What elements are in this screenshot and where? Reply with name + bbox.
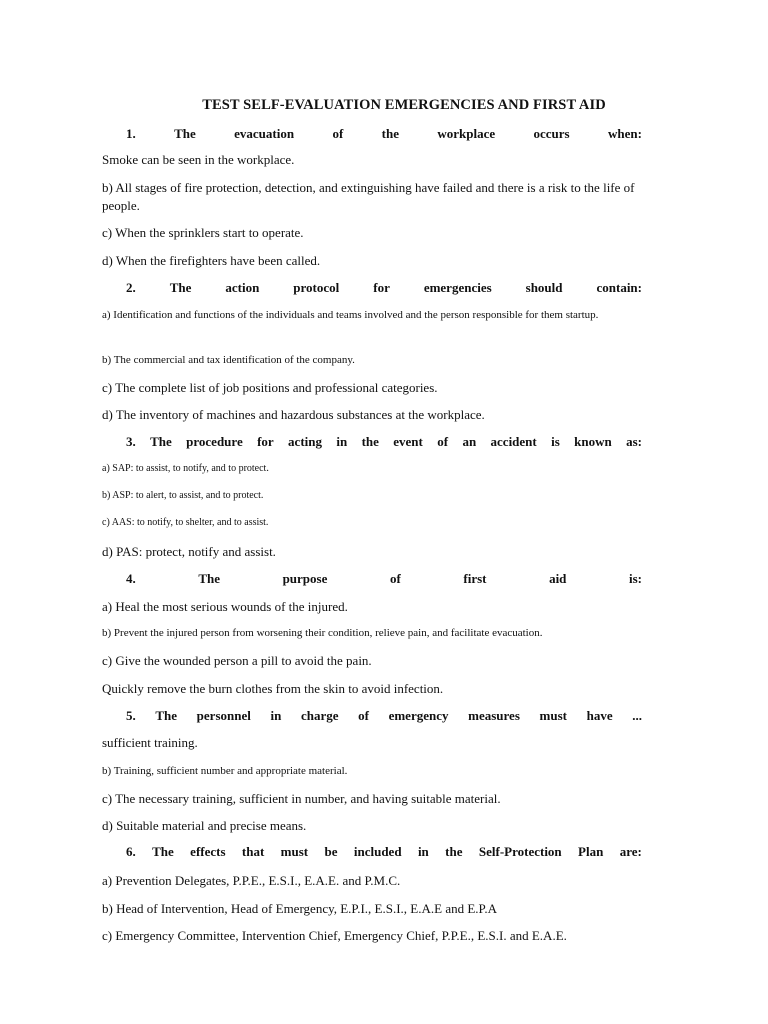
question-word: accident xyxy=(490,434,537,449)
question-6-option-2: b) Head of Intervention, Head of Emergency, E.P.I., E.S.I., E.A.E and E.P.A xyxy=(102,901,497,916)
question-word: workplace xyxy=(437,126,496,141)
question-3-option-3: c) AAS: to notify, to shelter, and to assist. xyxy=(102,517,269,528)
question-word: purpose xyxy=(282,571,328,586)
question-3-option-4: d) PAS: protect, notify and assist. xyxy=(102,544,276,559)
question-word: Plan xyxy=(578,844,604,859)
question-word: Self-Protection xyxy=(478,844,562,859)
question-word: of xyxy=(332,126,344,141)
question-word: contain: xyxy=(596,280,642,295)
question-word: ... xyxy=(632,708,642,723)
question-word: procedure xyxy=(186,434,243,449)
question-word: of xyxy=(437,434,449,449)
question-word: for xyxy=(257,434,274,449)
question-2-option-3: c) The complete list of job positions and professional categories. xyxy=(102,380,438,395)
question-number: 2. xyxy=(126,280,136,295)
question-2-option-1: a) Identification and functions of the individuals and teams involved and the person responsible for them startup. xyxy=(102,309,599,321)
question-word: The xyxy=(150,434,172,449)
question-word: action xyxy=(225,280,260,295)
question-word: protocol xyxy=(293,280,340,295)
question-word: in xyxy=(270,708,282,723)
question-word: occurs xyxy=(533,126,570,141)
question-4-option-3: c) Give the wounded person a pill to avoid the pain. xyxy=(102,653,372,668)
question-5-option-2: b) Training, sufficient number and appropriate material. xyxy=(102,765,348,777)
question-word: aid xyxy=(549,571,567,586)
question-5-option-3: c) The necessary training, sufficient in number, and having suitable material. xyxy=(102,791,501,806)
question-word: the xyxy=(445,844,463,859)
question-word: are: xyxy=(619,844,642,859)
question-number: 5. xyxy=(126,708,136,723)
question-word: the xyxy=(361,434,379,449)
question-2-option-4: d) The inventory of machines and hazardous substances at the workplace. xyxy=(102,407,485,422)
question-number: 3. xyxy=(126,434,136,449)
question-word: in xyxy=(417,844,429,859)
question-number: 6. xyxy=(126,844,136,859)
question-3-option-1: a) SAP: to assist, to notify, and to protect. xyxy=(102,463,269,474)
question-1-option-3: c) When the sprinklers start to operate. xyxy=(102,225,304,240)
question-word: is xyxy=(551,434,560,449)
question-4-option-1: a) Heal the most serious wounds of the injured. xyxy=(102,599,348,614)
question-5-option-4: d) Suitable material and precise means. xyxy=(102,818,307,833)
question-word: for xyxy=(373,280,390,295)
question-word: as: xyxy=(626,434,642,449)
question-word: be xyxy=(324,844,338,859)
question-6-option-1: a) Prevention Delegates, P.P.E., E.S.I., E.A.E. and P.M.C. xyxy=(102,873,401,888)
question-word: known xyxy=(574,434,612,449)
question-4-option-4: Quickly remove the burn clothes from the skin to avoid infection. xyxy=(102,681,444,696)
question-word: emergency xyxy=(388,708,449,723)
question-word: emergencies xyxy=(423,280,492,295)
question-4 xyxy=(126,571,642,587)
question-word: of xyxy=(358,708,369,723)
question-number: 4. xyxy=(126,571,136,586)
question-word: should xyxy=(525,280,563,295)
question-word: an xyxy=(462,434,477,449)
question-word: of xyxy=(389,571,401,586)
question-number: 1. xyxy=(126,126,136,141)
question-word: measures xyxy=(468,708,520,723)
question-2 xyxy=(126,280,642,296)
question-word: first xyxy=(463,571,487,586)
question-word: that xyxy=(241,844,265,859)
question-1 xyxy=(126,126,642,142)
question-word: acting xyxy=(288,434,322,449)
question-word: the xyxy=(381,126,399,141)
question-word: charge xyxy=(300,708,339,723)
question-word: The xyxy=(152,844,174,859)
question-3 xyxy=(126,434,642,450)
question-1-option-1: Smoke can be seen in the workplace. xyxy=(102,152,295,167)
question-word: in xyxy=(336,434,348,449)
question-3-option-2: b) ASP: to alert, to assist, and to protect. xyxy=(102,490,264,501)
question-word: included xyxy=(353,844,402,859)
question-5-option-1: sufficient training. xyxy=(102,735,198,750)
question-2-option-2: b) The commercial and tax identification of the company. xyxy=(102,354,355,366)
question-word: when: xyxy=(607,126,642,141)
page-title: TEST SELF-EVALUATION EMERGENCIES AND FIRST AID xyxy=(202,97,606,113)
question-1-option-2: b) All stages of fire protection, detection, and extinguishing have failed and there is a risk to the life of people. xyxy=(102,180,635,213)
question-word: have xyxy=(586,708,613,723)
question-word: must xyxy=(280,844,309,859)
question-6 xyxy=(126,844,642,860)
question-5 xyxy=(126,708,642,724)
question-word: effects xyxy=(190,844,226,859)
question-word: The xyxy=(155,708,178,723)
question-word: The xyxy=(169,280,192,295)
question-word: event xyxy=(393,434,423,449)
question-4-option-2: b) Prevent the injured person from worsening their condition, relieve pain, and facilitate evacuation. xyxy=(102,627,543,639)
question-word: personnel xyxy=(196,708,251,723)
question-1-option-4: d) When the firefighters have been called. xyxy=(102,253,321,268)
question-6-option-3: c) Emergency Committee, Intervention Chief, Emergency Chief, P.P.E., E.S.I. and E.A.E. xyxy=(102,928,567,943)
question-word: is: xyxy=(628,571,642,586)
question-word: The xyxy=(198,571,220,586)
question-word: evacuation xyxy=(234,126,295,141)
question-word: must xyxy=(539,708,567,723)
question-word: The xyxy=(174,126,196,141)
